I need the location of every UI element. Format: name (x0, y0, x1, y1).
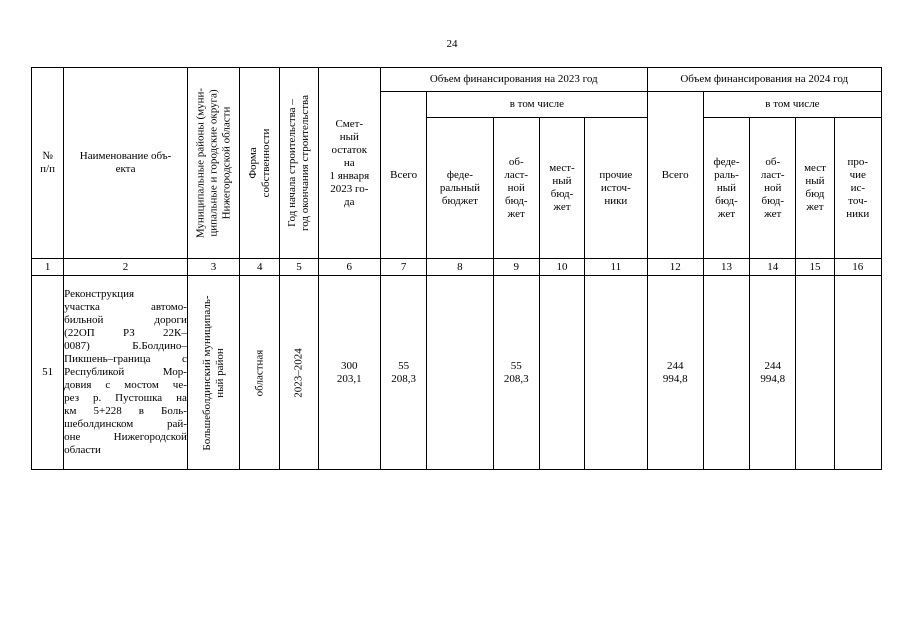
header-incl-2023: в том числе (427, 92, 647, 118)
header-years: Год начала строительства – год окончания строительства (280, 68, 318, 259)
row-obl-2024: 244 994,8 (750, 276, 796, 470)
row-obl-2023: 55 208,3 (493, 276, 539, 470)
object-name-line: Пикшень–граница с (64, 353, 187, 365)
header-obl-2024: об- ласт- ной бюд- жет (750, 118, 796, 259)
header-fin-2023: Объем финансирования на 2023 год (380, 68, 647, 92)
column-number: 7 (380, 259, 426, 276)
header-district: Муниципальные районы (муни- ципальные и городские округа) Нижегородской области (187, 68, 239, 259)
object-name-line: области (64, 444, 101, 456)
header-estimate: Смет- ный остаток на 1 января 2023 го- да (318, 68, 380, 259)
row-district: Большеболдинский муниципаль- ный район (187, 276, 239, 470)
row-loc-2023 (539, 276, 584, 470)
row-total-2023: 55 208,3 (380, 276, 426, 470)
column-number: 8 (427, 259, 493, 276)
header-loc-2023: мест- ный бюд- жет (539, 118, 584, 259)
column-number: 15 (796, 259, 834, 276)
column-number: 11 (585, 259, 647, 276)
row-fed-2024 (703, 276, 749, 470)
header-fed-2024: феде- раль- ный бюд- жет (703, 118, 749, 259)
header-fed-2023: феде- ральный бюджет (427, 118, 493, 259)
column-number: 16 (834, 259, 881, 276)
header-incl-2024: в том числе (703, 92, 881, 118)
column-number: 9 (493, 259, 539, 276)
object-name-line: довия с мостом че- (64, 379, 187, 391)
row-years: 2023–2024 (280, 276, 318, 470)
row-oth-2023 (585, 276, 647, 470)
object-name-line: (22ОП РЗ 22К– (64, 327, 187, 339)
object-name-line: Республикой Мор- (64, 366, 187, 378)
object-name-line: шеболдинском рай- (64, 418, 187, 430)
column-number: 13 (703, 259, 749, 276)
column-number: 3 (187, 259, 239, 276)
row-ownership: областная (240, 276, 280, 470)
page-number: 24 (446, 38, 458, 50)
header-ownership: Форма собственности (240, 68, 280, 259)
row-estimate: 300 203,1 (318, 276, 380, 470)
header-fin-2024: Объем финансирования на 2024 год (647, 68, 881, 92)
header-oth-2024: про- чие ис- точ- ники (834, 118, 881, 259)
header-total-2023: Всего (380, 92, 426, 259)
financing-table (31, 67, 882, 470)
column-number: 5 (280, 259, 318, 276)
row-num: 51 (32, 276, 64, 470)
header-oth-2023: прочие источ- ники (585, 118, 647, 259)
row-oth-2024 (834, 276, 881, 470)
row-object-name (64, 276, 188, 470)
object-name-line: участка автомо- (64, 301, 187, 313)
object-name-line: Реконструкция (64, 288, 135, 300)
object-name-line: рез р. Пустошка на (64, 392, 187, 404)
column-number: 14 (750, 259, 796, 276)
header-num: № п/п (32, 68, 64, 259)
column-number: 1 (32, 259, 64, 276)
row-loc-2024 (796, 276, 834, 470)
header-loc-2024: мест ный бюд жет (796, 118, 834, 259)
table-row (32, 276, 882, 470)
column-numbers-row (32, 259, 882, 276)
column-number: 2 (64, 259, 188, 276)
object-name-line: бильной дороги (64, 314, 187, 326)
header-obl-2023: об- ласт- ной бюд- жет (493, 118, 539, 259)
column-number: 4 (240, 259, 280, 276)
object-name-line: км 5+228 в Боль- (64, 405, 187, 417)
row-total-2024: 244 994,8 (647, 276, 703, 470)
object-name-line: оне Нижегородской (64, 431, 187, 443)
header-total-2024: Всего (647, 92, 703, 259)
object-name-line: 0087) Б.Болдино– (64, 340, 187, 352)
header-object-name: Наименование объ- екта (64, 68, 188, 259)
column-number: 12 (647, 259, 703, 276)
column-number: 10 (539, 259, 584, 276)
row-fed-2023 (427, 276, 493, 470)
column-number: 6 (318, 259, 380, 276)
